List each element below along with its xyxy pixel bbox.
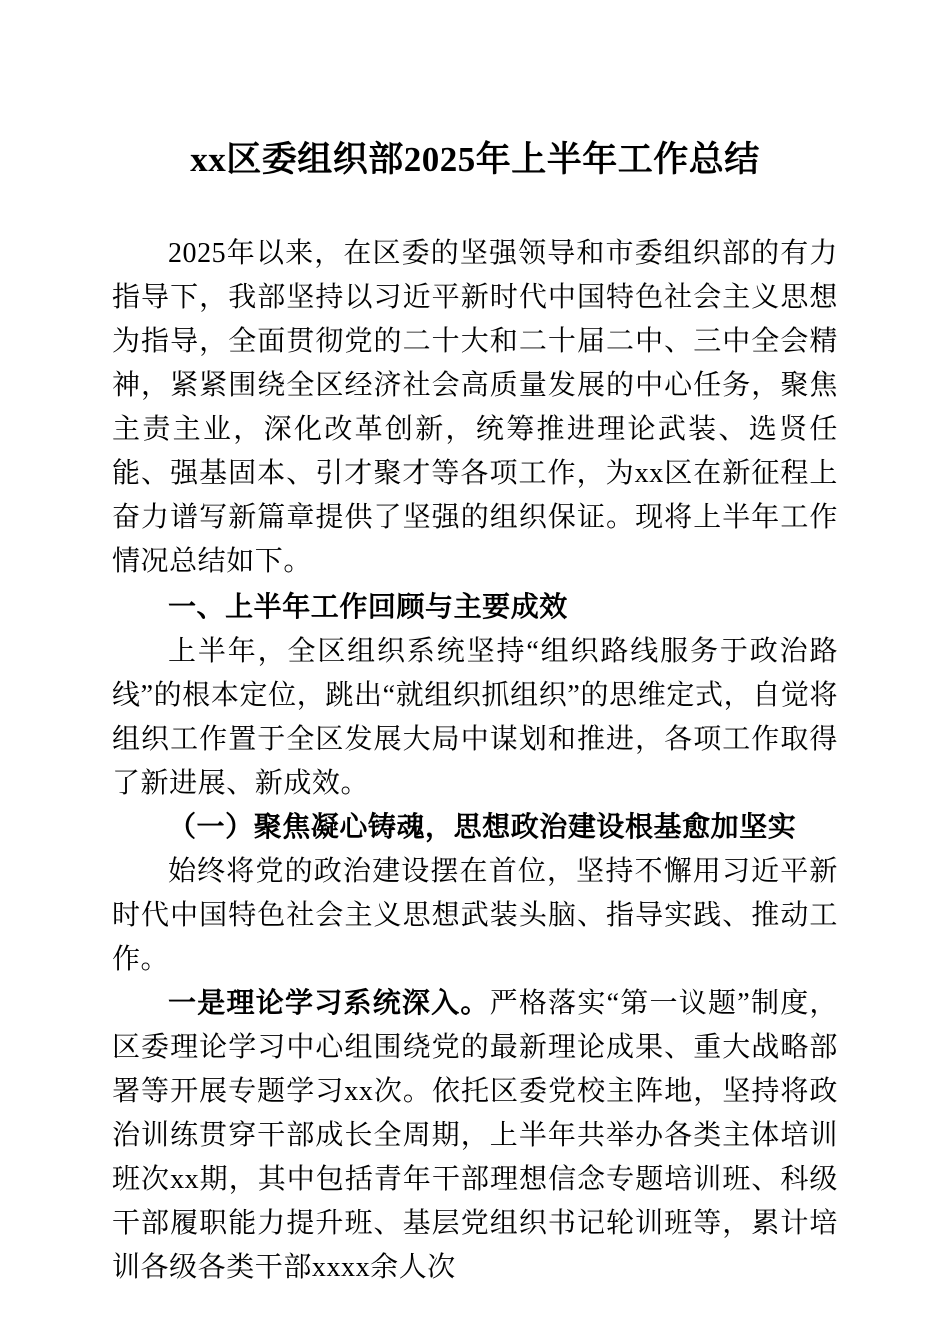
- paragraph-political-building: 始终将党的政治建设摆在首位，坚持不懈用习近平新时代中国特色社会主义思想武装头脑、指导实践、推动工作。: [112, 856, 838, 975]
- document-title: [112, 140, 838, 180]
- paragraph-theory-study: [112, 982, 838, 1290]
- paragraph-overview: 上半年，全区组织系统坚持“组织路线服务于政治路线”的根本定位，跳出“就组织抓组织”的思维定式，自觉将组织工作置于全区发展大局中谋划和推进，各项工作取得了新进展、新成效。: [112, 636, 838, 799]
- document-title-text: xx区委组织部2025年上半年工作总结: [190, 140, 760, 179]
- subsection-heading-ideological-political: （一）聚焦凝心铸魂，思想政治建设根基愈加坚实: [168, 812, 797, 843]
- paragraph-theory-study-text: 严格落实“第一议题”制度，区委理论学习中心组围绕党的最新理论成果、重大战略部署等开展专题学习xx次。依托区委党校主阵地，坚持将政治训练贯穿干部成长全周期，上半年共举办各类主体培训班次xx期，其中包括青年干部理想信念专题培训班、科级干部履职能力提升班、基层党组织书记轮训班等，累计培训各级各类干部xxxx余人次: [112, 988, 838, 1283]
- section-heading-first-half-review: 一、上半年工作回顾与主要成效: [168, 590, 568, 623]
- paragraph-theory-study-lead: 一是理论学习系统深入。: [168, 988, 490, 1019]
- paragraph-intro: 2025年以来，在区委的坚强领导和市委组织部的有力指导下，我部坚持以习近平新时代中国特色社会主义思想为指导，全面贯彻党的二十大和二十届二中、三中全会精神，紧紧围绕全区经济社会高质量发展的中心任务，聚焦主责主业，深化改革创新，统筹推进理论武装、选贤任能、强基固本、引才聚才等各项工作，为xx区在新征程上奋力谱写新篇章提供了坚强的组织保证。现将上半年工作情况总结如下。: [112, 238, 838, 577]
